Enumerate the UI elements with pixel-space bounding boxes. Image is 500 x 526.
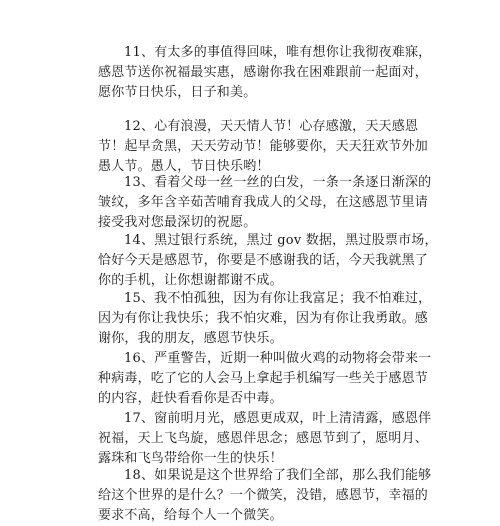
paragraph-17: 17、窗前明月光，感恩更成双，叶上清清露，感恩伴祝福，天上飞鸟旋，感恩伴思念；感恩节到了，愿明月、露珠和飞鸟带给你一生的快乐！ <box>98 411 432 466</box>
paragraph-12: 12、心有浪漫，天天情人节！心存感激，天天感恩节！起早贪黑，天天劳动节！能够要你，天天狂欢节外加愚人节。愚人，节日快乐哟！ <box>98 119 429 174</box>
paragraph-11: 11、有太多的事值得回味，唯有想你让我彻夜难寐，感恩节送你祝福最实惠，感谢你我在困难跟前一起面对，愿你节日快乐，日子和美。 <box>98 45 432 100</box>
paragraph-13: 13、看着父母一丝一丝的白发，一条一条逐日渐深的皱纹，多年含辛茹苦哺育我成人的父母，在这感恩节里请接受我对您最深切的祝愿。 <box>98 175 432 230</box>
paragraph-15: 15、我不怕孤独，因为有你让我富足；我不怕难过，因为有你让我快乐；我不怕灾难，因为有你让我勇敢。感谢你，我的朋友，感恩节快乐。 <box>98 291 432 346</box>
paragraph-18: 18、如果说是这个世界给了我们全部，那么我们能够给这个世界的是什么？一个微笑，没错，感恩节，幸福的要求不高，给每个人一个微笑。 <box>98 468 432 523</box>
paragraph-16: 16、严重警告，近期一种叫做火鸡的动物将会带来一种病毒，吃了它的人会马上拿起手机编写一些关于感恩节的内容，赶快看看你是否中毒。 <box>98 351 432 406</box>
paragraph-14: 14、黑过银行系统，黑过 gov 数据，黑过股票市场，恰好今天是感恩节，你要是不感谢我的话，今天我就黑了你的手机，让你想谢都谢不成。 <box>98 233 438 288</box>
